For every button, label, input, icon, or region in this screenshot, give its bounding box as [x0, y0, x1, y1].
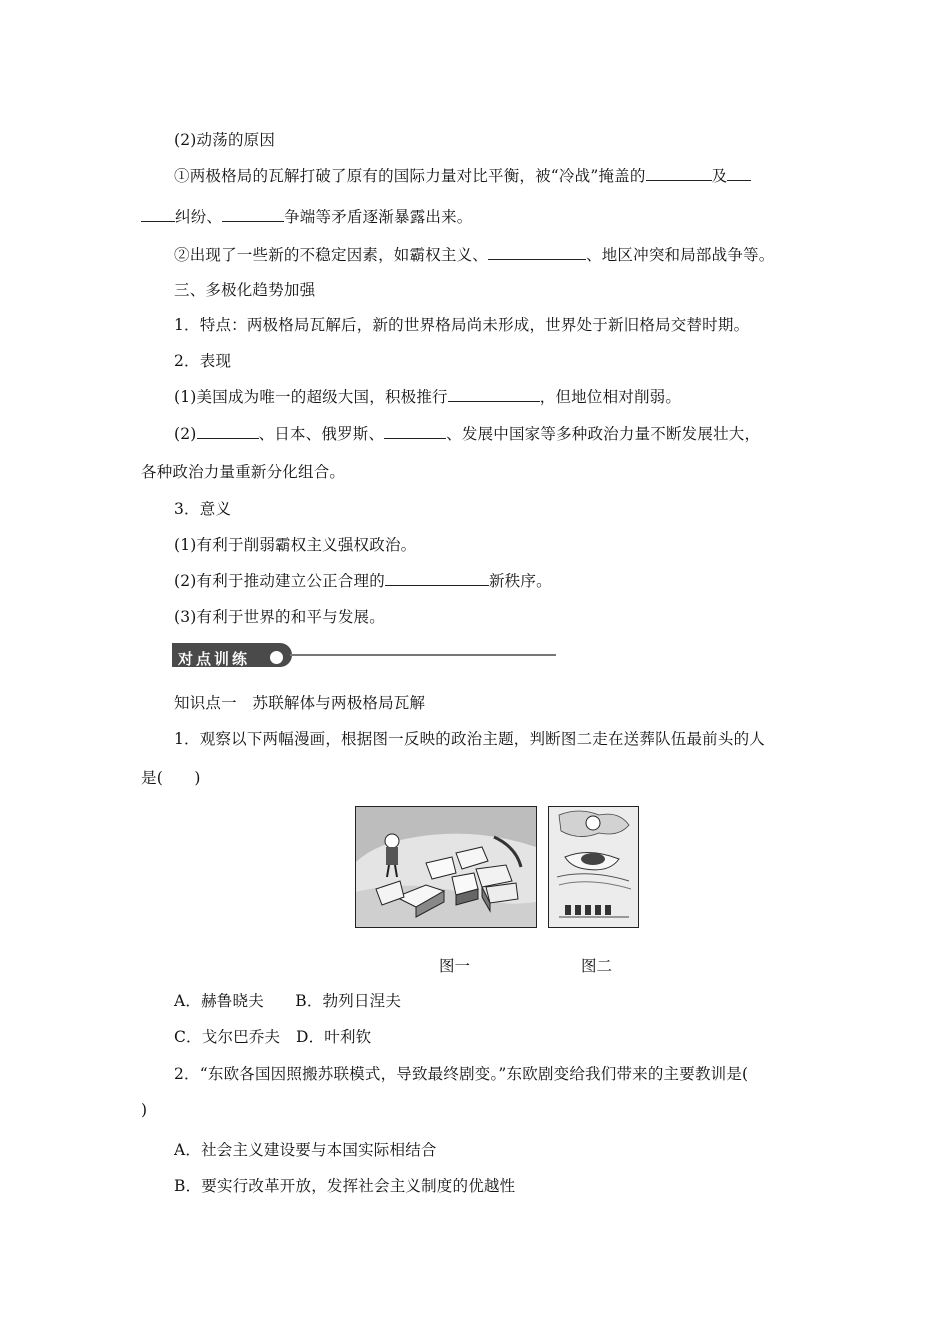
question-2-option-b[interactable]: B．要实行改革开放，发挥社会主义制度的优越性 — [174, 1177, 516, 1195]
significance-2: (2)有利于推动建立公正合理的 新秩序。 — [174, 572, 552, 590]
manifest-2: (2) 、日本、俄罗斯、 、发展中国家等多种政治力量不断发展壮大， — [174, 425, 761, 443]
cause-1-cont: 纠纷、 争端等矛盾逐渐暴露出来。 — [141, 205, 473, 227]
question-1-options-cd[interactable]: C．戈尔巴乔夫 D．叶利钦 — [174, 1028, 372, 1046]
fill-blank[interactable] — [197, 424, 259, 439]
divider — [290, 654, 556, 656]
subheading-causes: (2)动荡的原因 — [174, 131, 276, 149]
fill-blank[interactable] — [488, 245, 586, 260]
funeral-procession-cartoon-icon — [549, 807, 638, 927]
figure-1-caption: 图一 — [439, 957, 471, 975]
question-1-stem-cont: 是( ) — [141, 769, 201, 787]
broken-emblem-cartoon-icon — [356, 807, 536, 927]
fill-blank[interactable] — [222, 207, 284, 222]
figure-2-caption: 图二 — [581, 957, 613, 975]
question-1-options-ab[interactable]: A．赫鲁晓夫 B．勃列日涅夫 — [174, 992, 402, 1010]
cartoon-figure-1 — [355, 806, 537, 928]
manifest-2-cont: 各种政治力量重新分化组合。 — [141, 463, 346, 481]
fill-blank[interactable] — [141, 207, 175, 222]
banner-label: 对点训练 — [178, 650, 251, 668]
bullet-icon — [270, 651, 283, 664]
cause-1: ①两极格局的瓦解打破了原有的国际力量对比平衡，被“冷战”掩盖的 及 — [174, 164, 751, 186]
significance-3: (3)有利于世界的和平与发展。 — [174, 608, 385, 626]
cause-2: ②出现了一些新的不稳定因素，如霸权主义、 、地区冲突和局部战争等。 — [174, 246, 775, 264]
fill-blank[interactable] — [384, 424, 446, 439]
question-2-stem-cont: ) — [141, 1101, 148, 1119]
fill-blank[interactable] — [448, 387, 540, 402]
question-2-option-a[interactable]: A．社会主义建设要与本国实际相结合 — [174, 1141, 437, 1159]
fill-blank[interactable] — [385, 571, 489, 586]
practice-banner — [172, 640, 556, 670]
knowledge-point-title: 知识点一 苏联解体与两极格局瓦解 — [174, 694, 426, 712]
question-2-stem: 2．“东欧各国因照搬苏联模式，导致最终剧变。”东欧剧变给我们带来的主要教训是( — [174, 1065, 749, 1083]
banner-label-box — [172, 643, 292, 667]
section-heading-multipolar: 三、多极化趋势加强 — [174, 281, 316, 299]
question-1-stem: 1．观察以下两幅漫画，根据图一反映的政治主题，判断图二走在送葬队伍最前头的人 — [174, 730, 765, 748]
significance-1: (1)有利于削弱霸权主义强权政治。 — [174, 536, 417, 554]
cartoon-figure-2 — [548, 806, 639, 928]
point-manifest: 2．表现 — [174, 352, 232, 370]
fill-blank[interactable] — [727, 166, 751, 181]
point-significance: 3．意义 — [174, 500, 232, 518]
manifest-1: (1)美国成为唯一的超级大国，积极推行 ，但地位相对削弱。 — [174, 388, 682, 406]
fill-blank[interactable] — [646, 166, 712, 181]
point-feature: 1．特点：两极格局瓦解后，新的世界格局尚未形成，世界处于新旧格局交替时期。 — [174, 316, 750, 334]
